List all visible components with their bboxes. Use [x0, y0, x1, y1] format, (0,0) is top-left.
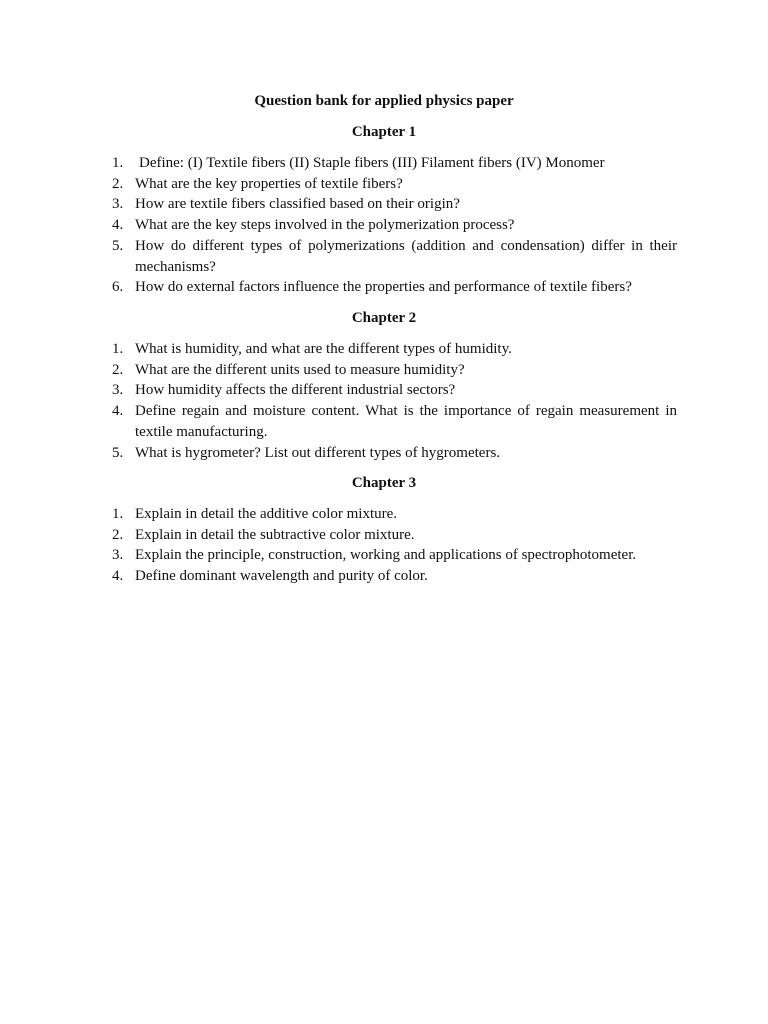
- document-title: Question bank for applied physics paper: [254, 93, 514, 109]
- question-number: 4.: [112, 568, 124, 585]
- list-item: [96, 215, 677, 236]
- question-text: Explain in detail the subtractive color mixture.: [135, 526, 415, 543]
- question-text: Define regain and moisture content. What is the importance of regain measurement in textile manufacturing.: [135, 403, 677, 440]
- list-item: [96, 194, 677, 215]
- question-number: 4.: [112, 217, 124, 234]
- question-number: 2.: [112, 175, 124, 192]
- list-item: [96, 339, 677, 360]
- chapter-heading: Chapter 1: [351, 124, 417, 140]
- chapter-heading: Chapter 2: [351, 310, 417, 326]
- question-number: 3.: [112, 196, 124, 213]
- question-number: 3.: [112, 382, 124, 399]
- question-text: What is hygrometer? List out different types of hygrometers.: [135, 444, 501, 461]
- chapter-heading: Chapter 3: [351, 475, 417, 491]
- question-text: How are textile fibers classified based on their origin?: [135, 196, 460, 213]
- list-item: [96, 443, 677, 464]
- list-item: [96, 401, 677, 442]
- question-list: [96, 339, 677, 463]
- question-text: What are the key steps involved in the polymerization process?: [135, 217, 515, 234]
- question-text: Explain in detail the additive color mixture.: [135, 506, 398, 522]
- list-item: [96, 153, 677, 174]
- question-text: How do external factors influence the properties and performance of textile fibers?: [135, 279, 632, 296]
- question-number: 5.: [112, 444, 124, 461]
- question-text: Define: (I) Textile fibers (II) Staple fibers (III) Filament fibers (IV) Monomer: [139, 155, 605, 171]
- question-number: 1.: [112, 155, 124, 171]
- question-number: 2.: [112, 361, 124, 378]
- question-text: How humidity affects the different industrial sectors?: [135, 382, 456, 399]
- question-text: How do different types of polymerizations (addition and condensation) differ in their mechanisms?: [135, 237, 677, 275]
- list-item: [96, 236, 677, 277]
- list-item: [96, 380, 677, 401]
- question-number: 3.: [112, 547, 124, 564]
- list-item: [96, 566, 677, 587]
- list-item: [96, 525, 677, 546]
- question-list: [96, 504, 677, 587]
- question-number: 2.: [112, 526, 124, 543]
- question-number: 5.: [112, 237, 124, 254]
- question-text: Explain the principle, construction, working and applications of spectrophotometer.: [135, 547, 637, 564]
- question-text: What is humidity, and what are the different types of humidity.: [135, 341, 512, 357]
- list-item: [96, 545, 677, 566]
- list-item: [96, 277, 677, 298]
- question-text: What are the key properties of textile fibers?: [135, 175, 403, 192]
- question-number: 1.: [112, 506, 124, 522]
- list-item: [96, 174, 677, 195]
- list-item: [96, 504, 677, 525]
- list-item: [96, 360, 677, 381]
- question-text: Define dominant wavelength and purity of color.: [135, 568, 428, 585]
- question-text: What are the different units used to measure humidity?: [135, 361, 465, 378]
- question-number: 4.: [112, 403, 124, 420]
- question-number: 6.: [112, 279, 124, 296]
- question-number: 1.: [112, 341, 124, 357]
- question-list: [96, 153, 677, 298]
